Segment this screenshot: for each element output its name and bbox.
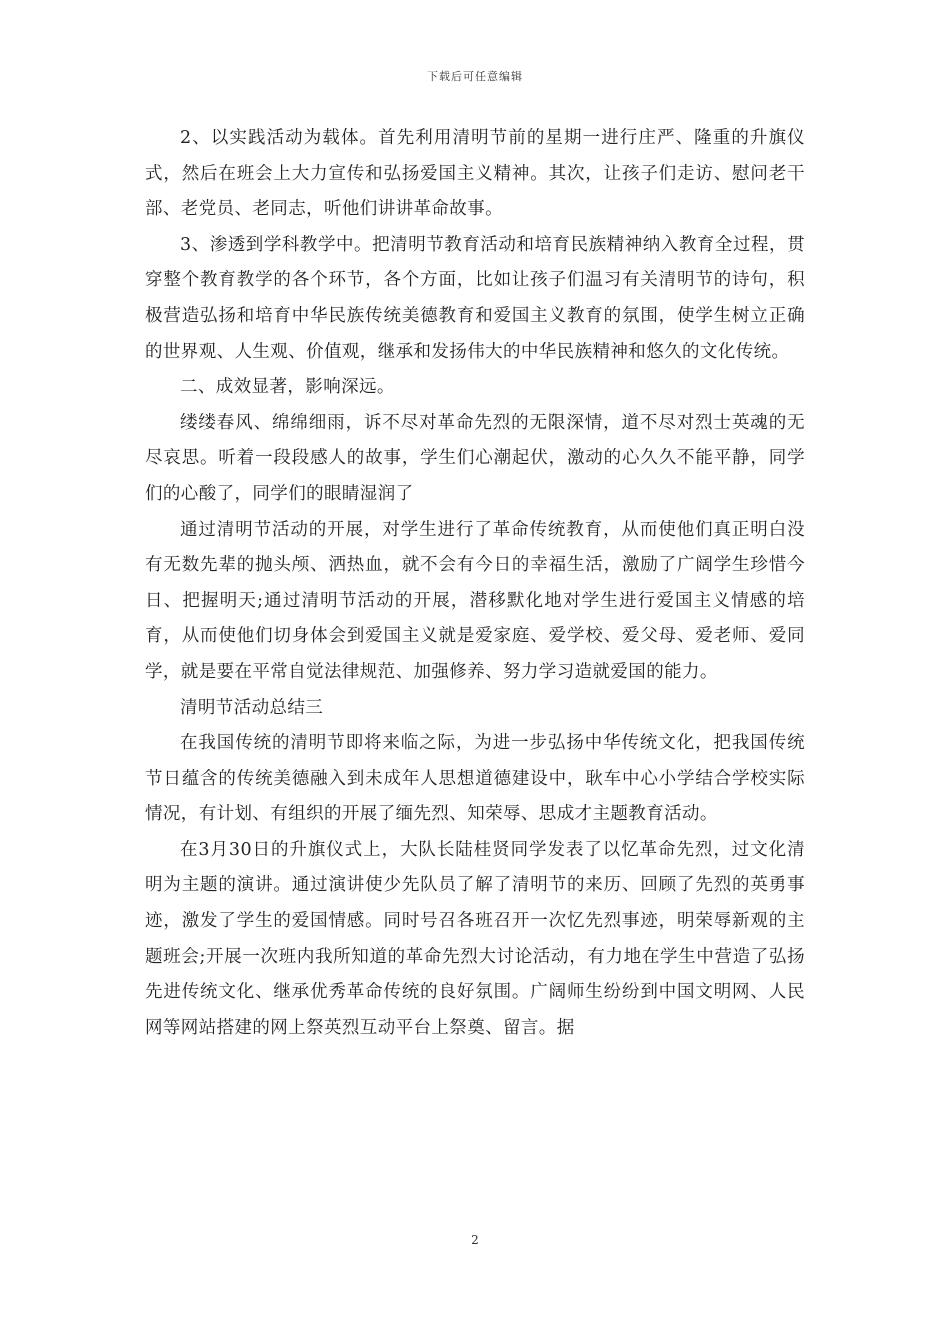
paragraph-spring-breeze: 缕缕春风、绵绵细雨，诉不尽对革命先烈的无限深情，道不尽对烈士英魂的无尽哀思。听着一段段感人的故事，学生们心潮起伏，激动的心久久不能平静，同学们的心酸了，同学们的眼睛湿润了 xyxy=(145,412,805,504)
paragraph-activity-outcome: 通过清明节活动的开展，对学生进行了革命传统教育，从而使他们真正明白没有无数先辈的抛头颅、洒热血，就不会有今日的幸福生活，激励了广阔学生珍惜今日、把握明天;通过清明节活动的开展，潜移默化地对学生进行爱国主义情感的培育，从而使他们切身体会到爱国主义就是爱家庭、爱学校、爱父母、爱老师、爱同学，就是要在平常自觉法律规范、加强修养、努力学习造就爱国的能力。 xyxy=(145,519,805,682)
paragraph-flag-ceremony: 在3月30日的升旗仪式上，大队长陆桂贤同学发表了以忆革命先烈，过文化清明为主题的演讲。通过演讲使少先队员了解了清明节的来历、回顾了先烈的英勇事迹，激发了学生的爱国情感。同时号召各班召开一次忆先烈事迹，明荣辱新观的主题班会;开展一次班内我所知道的革命先烈大讨论活动，有力地在学生中营造了弘扬先进传统文化、继承优秀革命传统的良好氛围。广阔师生纷纷到中国文明网、人民网等网站搭建的网上祭英烈互动平台上祭奠、留言。据 xyxy=(145,839,805,1038)
section-heading-results: 二、成效显著，影响深远。 xyxy=(180,377,395,398)
paragraph-festival-intro: 在我国传统的清明节即将来临之际，为进一步弘扬中华传统文化，把我国传统节日蕴含的传统美德融入到未成年人思想道德建设中，耿车中心小学结合学校实际情况，有计划、有组织的开展了缅先烈、知荣辱、思成才主题教育活动。 xyxy=(145,733,805,825)
document-body xyxy=(145,121,805,1046)
section-heading-summary-three: 清明节活动总结三 xyxy=(180,697,324,718)
page-number: 2 xyxy=(471,1233,479,1247)
page-header: 下载后可任意编辑 xyxy=(427,70,523,83)
paragraph-subject-teaching: 3、渗透到学科教学中。把清明节教育活动和培育民族精神纳入教育全过程，贯穿整个教育教学的各个环节，各个方面，比如让孩子们温习有关清明节的诗句，积极营造弘扬和培育中华民族传统美德教育和爱国主义教育的氛围，使学生树立正确的世界观、人生观、价值观，继承和发扬伟大的中华民族精神和悠久的文化传统。 xyxy=(145,234,805,362)
paragraph-practice-activities: 2、以实践活动为载体。首先利用清明节前的星期一进行庄严、隆重的升旗仪式，然后在班会上大力宣传和弘扬爱国主义精神。其次，让孩子们走访、慰问老干部、老党员、老同志，听他们讲讲革命故事。 xyxy=(145,128,805,220)
